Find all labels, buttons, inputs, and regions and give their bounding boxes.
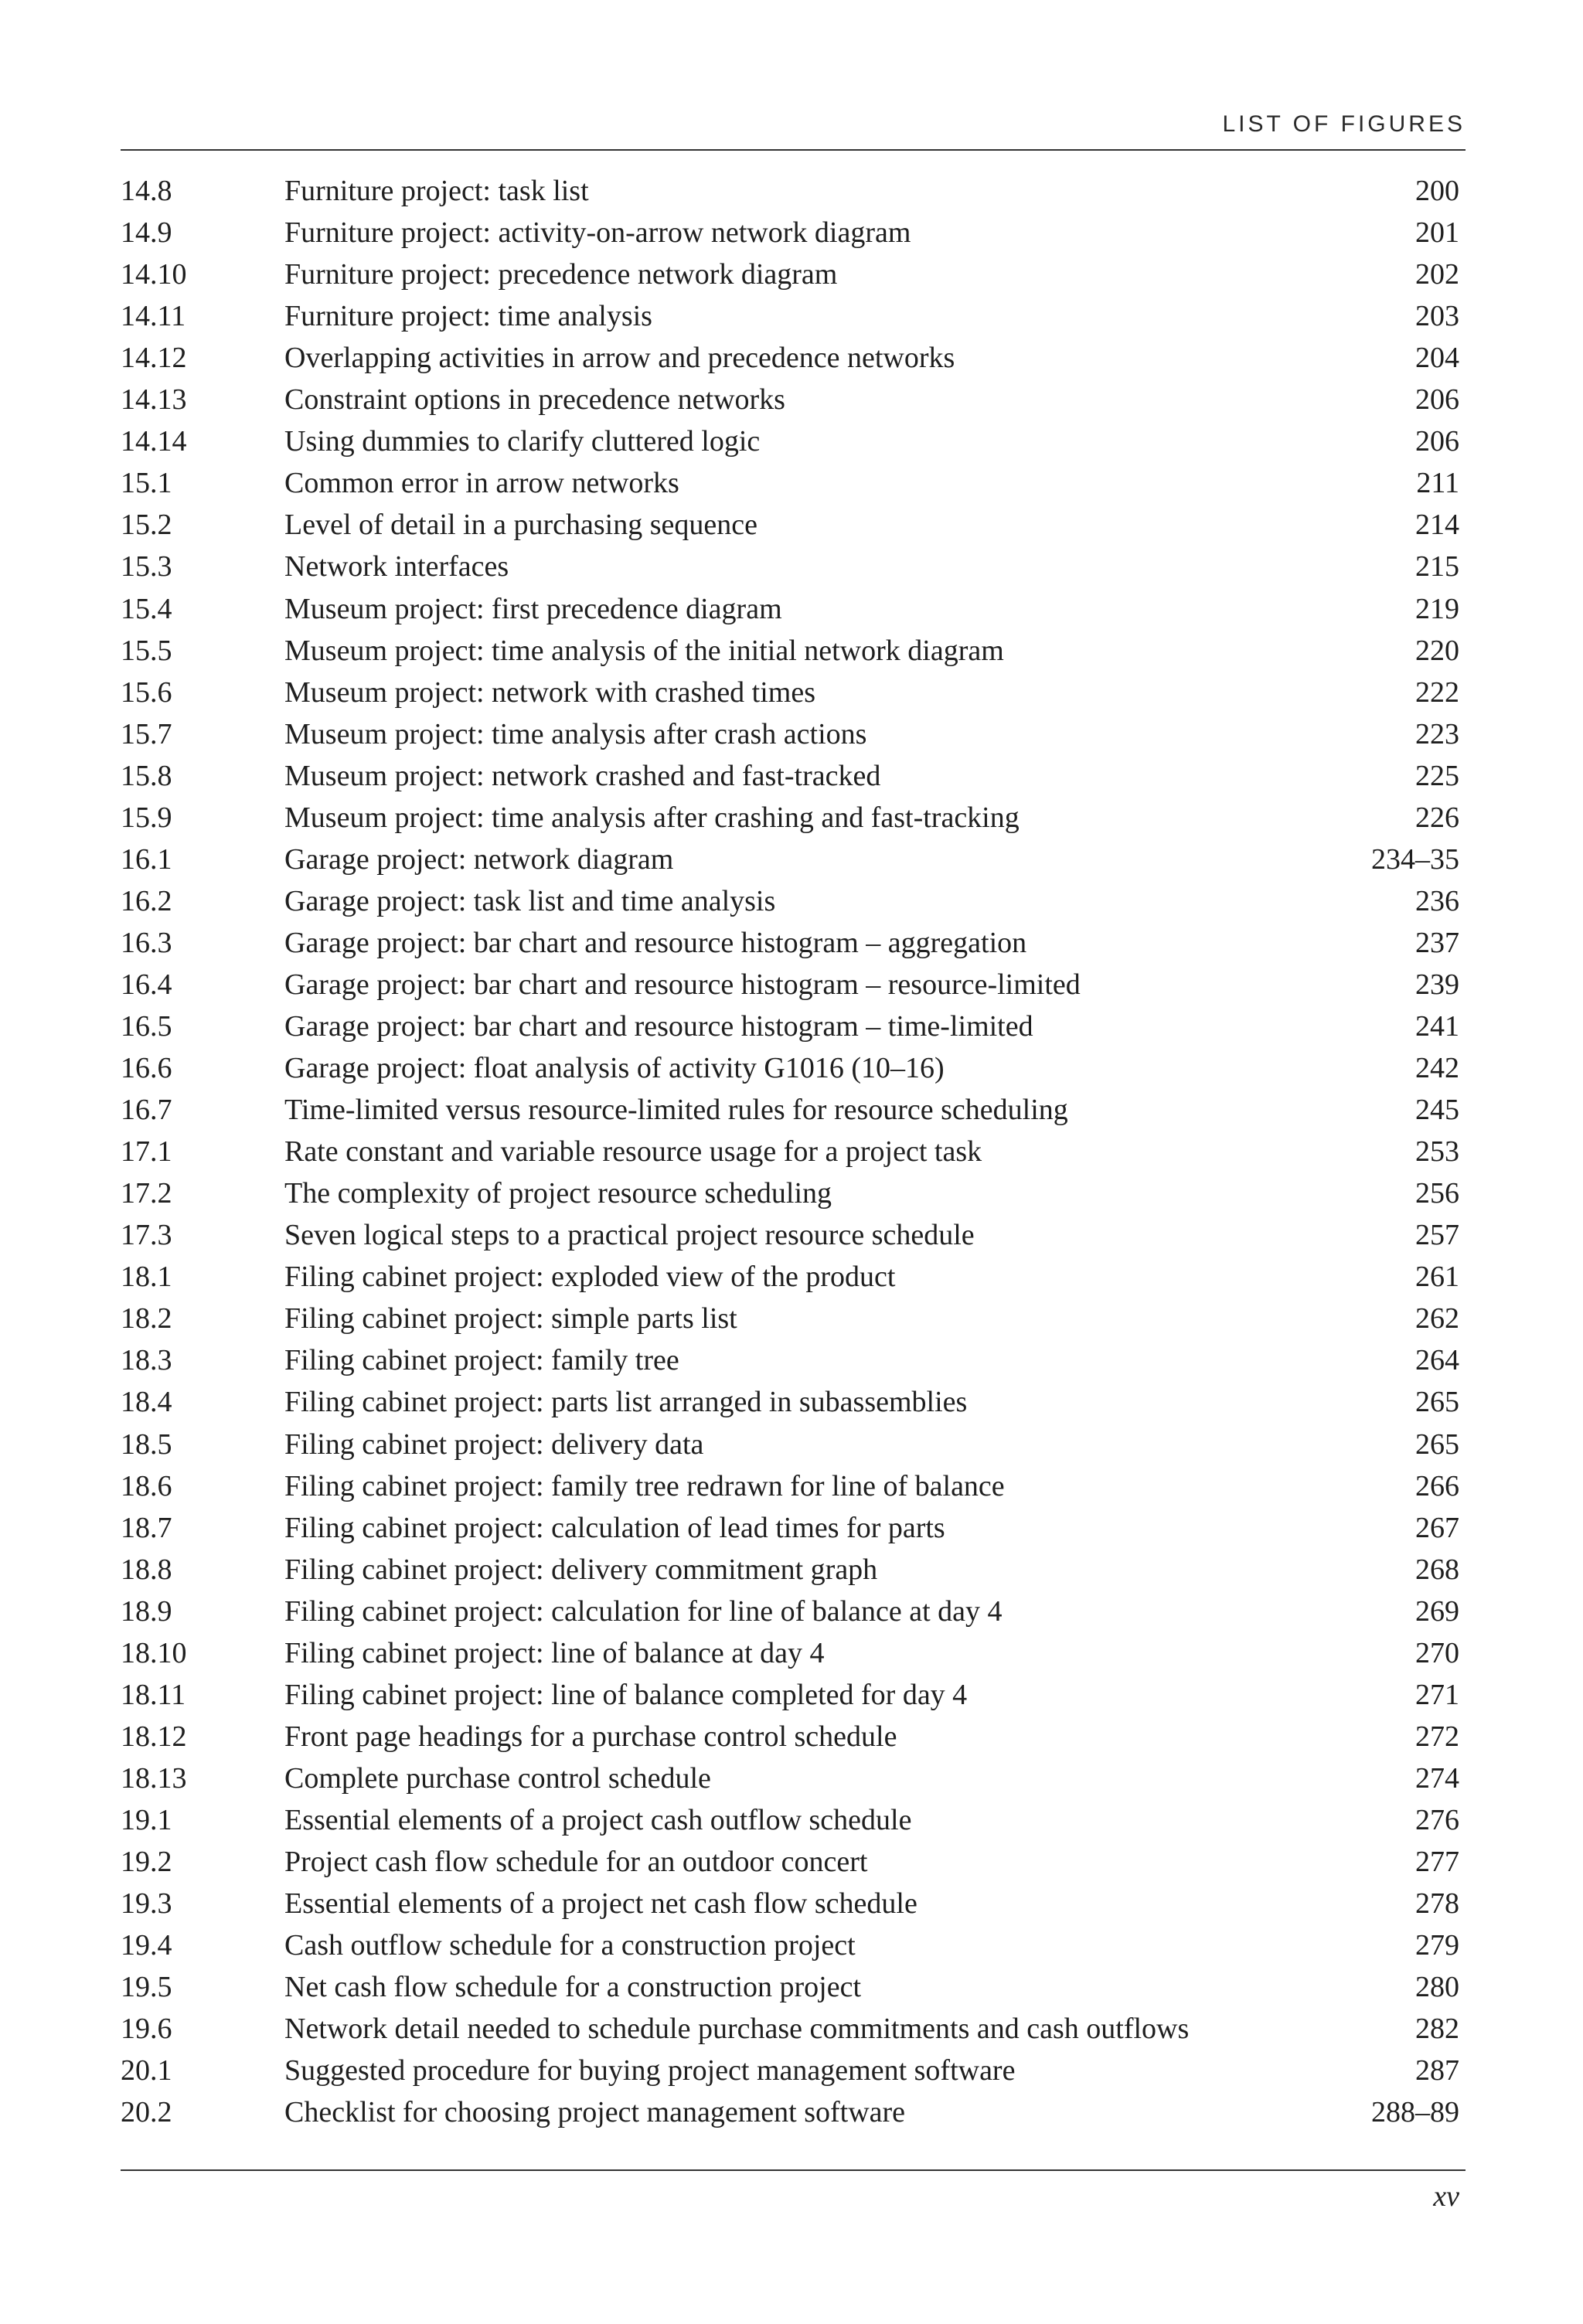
list-item	[0, 1131, 1583, 1172]
figure-page: 215	[1415, 550, 1459, 584]
figure-number: 15.7	[121, 717, 172, 750]
figure-number: 19.3	[121, 1887, 172, 1921]
figure-title: The complexity of project resource scheduling	[284, 1177, 832, 1210]
figure-page: 223	[1415, 717, 1459, 750]
figure-page: 225	[1415, 759, 1459, 792]
figure-page: 266	[1415, 1469, 1459, 1502]
figure-title: Garage project: bar chart and resource histogram – time-limited	[284, 1010, 1033, 1043]
figure-page: 274	[1415, 1761, 1459, 1795]
figure-title: Garage project: float analysis of activity G1016 (10–16)	[284, 1052, 945, 1085]
list-item	[0, 295, 1583, 337]
figure-number: 14.9	[121, 216, 172, 250]
figure-number: 16.4	[121, 968, 172, 1001]
figure-title: Furniture project: precedence network diagram	[284, 258, 838, 291]
list-item	[0, 462, 1583, 504]
list-item	[0, 1966, 1583, 2008]
figure-page: 203	[1415, 300, 1459, 333]
list-item	[0, 922, 1583, 964]
figure-page: 220	[1415, 634, 1459, 667]
figure-title: Museum project: network with crashed times	[284, 675, 816, 709]
footer-rule	[121, 2169, 1466, 2171]
figure-number: 18.6	[121, 1469, 172, 1502]
figure-title: Filing cabinet project: calculation for line of balance at day 4	[284, 1594, 1003, 1628]
figure-title: Filing cabinet project: delivery commitment graph	[284, 1553, 878, 1586]
figure-page: 271	[1415, 1678, 1459, 1711]
figure-number: 17.1	[121, 1135, 172, 1169]
list-item	[0, 504, 1583, 546]
figure-number: 19.6	[121, 2013, 172, 2046]
figure-number: 18.4	[121, 1386, 172, 1419]
list-item	[0, 755, 1583, 797]
figure-title: Using dummies to clarify cluttered logic	[284, 425, 761, 458]
figure-title: Garage project: network diagram	[284, 842, 674, 876]
figure-number: 16.3	[121, 926, 172, 959]
figure-title: Project cash flow schedule for an outdoor concert	[284, 1846, 868, 1878]
figure-title: Level of detail in a purchasing sequence	[284, 509, 757, 542]
figure-page: 279	[1415, 1929, 1459, 1962]
list-item	[0, 630, 1583, 672]
figure-title: Furniture project: task list	[284, 175, 589, 207]
figure-page: 267	[1415, 1511, 1459, 1544]
figure-title: Seven logical steps to a practical project resource schedule	[284, 1219, 975, 1252]
figure-number: 20.2	[121, 2096, 172, 2129]
figure-title: Essential elements of a project net cash flow schedule	[284, 1887, 917, 1921]
list-item	[0, 880, 1583, 922]
figure-number: 20.1	[121, 2054, 172, 2088]
figure-page: 201	[1415, 216, 1459, 250]
figure-title: Filing cabinet project: exploded view of the product	[284, 1261, 896, 1294]
figure-number: 16.7	[121, 1094, 172, 1127]
figure-page: 264	[1415, 1344, 1459, 1377]
list-item	[0, 546, 1583, 587]
figure-title: Furniture project: activity-on-arrow network diagram	[284, 216, 911, 250]
list-item	[0, 337, 1583, 379]
figure-title: Furniture project: time analysis	[284, 300, 652, 333]
figure-page: 269	[1415, 1594, 1459, 1628]
figure-page: 256	[1415, 1177, 1459, 1210]
figure-number: 18.2	[121, 1302, 172, 1336]
list-item	[0, 588, 1583, 630]
figure-number: 19.2	[121, 1846, 172, 1878]
list-item	[0, 672, 1583, 713]
figure-number: 14.10	[121, 258, 187, 291]
figure-number: 19.5	[121, 1971, 172, 2004]
figure-number: 15.3	[121, 550, 172, 584]
list-item	[0, 1465, 1583, 1507]
figure-page: 241	[1415, 1010, 1459, 1043]
list-item	[0, 797, 1583, 839]
figure-page: 270	[1415, 1636, 1459, 1669]
figure-page: 261	[1415, 1261, 1459, 1294]
figure-number: 15.1	[121, 467, 172, 500]
figure-title: Garage project: bar chart and resource histogram – aggregation	[284, 926, 1027, 959]
list-item	[0, 2008, 1583, 2050]
page-folio: xv	[1433, 2180, 1459, 2213]
figure-title: Rate constant and variable resource usage for a project task	[284, 1135, 982, 1169]
figure-title: Filing cabinet project: line of balance at day 4	[284, 1636, 825, 1669]
figure-number: 18.5	[121, 1427, 172, 1461]
figure-number: 15.6	[121, 675, 172, 709]
figure-title: Time-limited versus resource-limited rules for resource scheduling	[284, 1094, 1068, 1127]
figure-number: 15.2	[121, 509, 172, 542]
figure-title: Museum project: time analysis after crash actions	[284, 717, 867, 750]
figure-title: Checklist for choosing project management software	[284, 2096, 906, 2129]
figure-number: 16.2	[121, 884, 172, 917]
figure-title: Filing cabinet project: delivery data	[284, 1427, 704, 1461]
list-item	[0, 839, 1583, 880]
figure-title: Filing cabinet project: parts list arranged in subassemblies	[284, 1386, 968, 1419]
list-item	[0, 1924, 1583, 1966]
figure-number: 18.9	[121, 1594, 172, 1628]
figure-page: 200	[1415, 175, 1459, 207]
figure-title: Museum project: time analysis after crashing and fast-tracking	[284, 801, 1020, 834]
list-item	[0, 1883, 1583, 1924]
figure-title: Filing cabinet project: simple parts list	[284, 1302, 737, 1336]
figure-number: 14.8	[121, 175, 172, 207]
list-item	[0, 379, 1583, 420]
list-item	[0, 1632, 1583, 1674]
figure-title: Constraint options in precedence networks	[284, 383, 785, 417]
figure-page: 265	[1415, 1427, 1459, 1461]
figure-page: 262	[1415, 1302, 1459, 1336]
list-item	[0, 170, 1583, 212]
figure-page: 239	[1415, 968, 1459, 1001]
list-item	[0, 1214, 1583, 1256]
figure-number: 14.14	[121, 425, 187, 458]
figure-number: 18.7	[121, 1511, 172, 1544]
list-item	[0, 420, 1583, 462]
list-item	[0, 1047, 1583, 1089]
list-item	[0, 1674, 1583, 1716]
list-item	[0, 1005, 1583, 1047]
figure-page: 257	[1415, 1219, 1459, 1252]
figure-title: Filing cabinet project: line of balance completed for day 4	[284, 1678, 968, 1711]
figure-page: 277	[1415, 1846, 1459, 1878]
list-item	[0, 1298, 1583, 1339]
figure-page: 222	[1415, 675, 1459, 709]
figure-number: 17.2	[121, 1177, 172, 1210]
figure-number: 18.13	[121, 1761, 187, 1795]
list-item	[0, 1172, 1583, 1214]
figure-title: Museum project: time analysis of the initial network diagram	[284, 634, 1004, 667]
list-item	[0, 1799, 1583, 1841]
figure-number: 18.10	[121, 1636, 187, 1669]
list-item	[0, 2050, 1583, 2091]
list-item	[0, 1716, 1583, 1757]
list-item	[0, 1089, 1583, 1131]
figure-page: 245	[1415, 1094, 1459, 1127]
figure-title: Filing cabinet project: family tree	[284, 1344, 679, 1377]
figure-number: 14.11	[121, 300, 186, 333]
figure-title: Common error in arrow networks	[284, 467, 679, 500]
figure-title: Suggested procedure for buying project management software	[284, 2054, 1016, 2088]
list-item	[0, 1339, 1583, 1381]
figure-number: 17.3	[121, 1219, 172, 1252]
figure-title: Complete purchase control schedule	[284, 1761, 711, 1795]
figure-page: 237	[1415, 926, 1459, 959]
figure-page: 211	[1416, 467, 1459, 500]
figure-title: Garage project: task list and time analysis	[284, 884, 776, 917]
figure-number: 15.8	[121, 759, 172, 792]
figure-title: Overlapping activities in arrow and precedence networks	[284, 342, 955, 375]
figure-number: 16.1	[121, 842, 172, 876]
list-item	[0, 1549, 1583, 1591]
figure-page: 242	[1415, 1052, 1459, 1085]
figure-page: 265	[1415, 1386, 1459, 1419]
running-head: LIST OF FIGURES	[1222, 111, 1466, 137]
header-rule	[121, 149, 1466, 151]
figure-page: 214	[1415, 509, 1459, 542]
figure-number: 16.5	[121, 1010, 172, 1043]
list-item	[0, 253, 1583, 295]
list-item	[0, 212, 1583, 253]
figure-title: Filing cabinet project: family tree redrawn for line of balance	[284, 1469, 1005, 1502]
figure-title: Museum project: first precedence diagram	[284, 592, 782, 625]
figure-page: 282	[1415, 2013, 1459, 2046]
figure-page: 278	[1415, 1887, 1459, 1921]
figure-title: Network interfaces	[284, 550, 509, 584]
list-item	[0, 1507, 1583, 1549]
list-item	[0, 1424, 1583, 1465]
figure-page: 272	[1415, 1720, 1459, 1753]
figure-number: 18.3	[121, 1344, 172, 1377]
figure-number: 14.12	[121, 342, 187, 375]
list-item	[0, 964, 1583, 1005]
figure-title: Essential elements of a project cash outflow schedule	[284, 1803, 912, 1836]
figure-number: 15.9	[121, 801, 172, 834]
figure-title: Filing cabinet project: calculation of lead times for parts	[284, 1511, 945, 1544]
figure-page: 280	[1415, 1971, 1459, 2004]
list-item	[0, 1381, 1583, 1423]
figure-page: 268	[1415, 1553, 1459, 1586]
list-item	[0, 1591, 1583, 1632]
figure-title: Museum project: network crashed and fast-tracked	[284, 759, 881, 792]
figure-title: Garage project: bar chart and resource histogram – resource-limited	[284, 968, 1081, 1001]
figure-page: 236	[1415, 884, 1459, 917]
figure-title: Front page headings for a purchase control schedule	[284, 1720, 897, 1753]
figure-page: 206	[1415, 383, 1459, 417]
figure-page: 288–89	[1371, 2096, 1459, 2129]
figure-page: 219	[1415, 592, 1459, 625]
figure-title: Net cash flow schedule for a construction project	[284, 1971, 862, 2004]
figure-page: 206	[1415, 425, 1459, 458]
figure-number: 15.5	[121, 634, 172, 667]
figure-number: 14.13	[121, 383, 187, 417]
figure-number: 18.12	[121, 1720, 187, 1753]
figure-page: 226	[1415, 801, 1459, 834]
list-item	[0, 1256, 1583, 1298]
list-item	[0, 1757, 1583, 1799]
list-item	[0, 2091, 1583, 2133]
list-item	[0, 713, 1583, 755]
figure-page: 202	[1415, 258, 1459, 291]
figure-number: 18.8	[121, 1553, 172, 1586]
list-item	[0, 1841, 1583, 1883]
figure-number: 16.6	[121, 1052, 172, 1085]
figure-title: Network detail needed to schedule purchase commitments and cash outflows	[284, 2013, 1190, 2046]
figure-number: 18.1	[121, 1261, 172, 1294]
figure-page: 204	[1415, 342, 1459, 375]
figure-page: 287	[1415, 2054, 1459, 2088]
figure-title: Cash outflow schedule for a construction project	[284, 1929, 856, 1962]
figure-number: 18.11	[121, 1678, 186, 1711]
figure-number: 19.1	[121, 1803, 172, 1836]
figure-page: 253	[1415, 1135, 1459, 1169]
figure-number: 15.4	[121, 592, 172, 625]
figure-page: 234–35	[1371, 842, 1459, 876]
figure-page: 276	[1415, 1803, 1459, 1836]
figure-number: 19.4	[121, 1929, 172, 1962]
